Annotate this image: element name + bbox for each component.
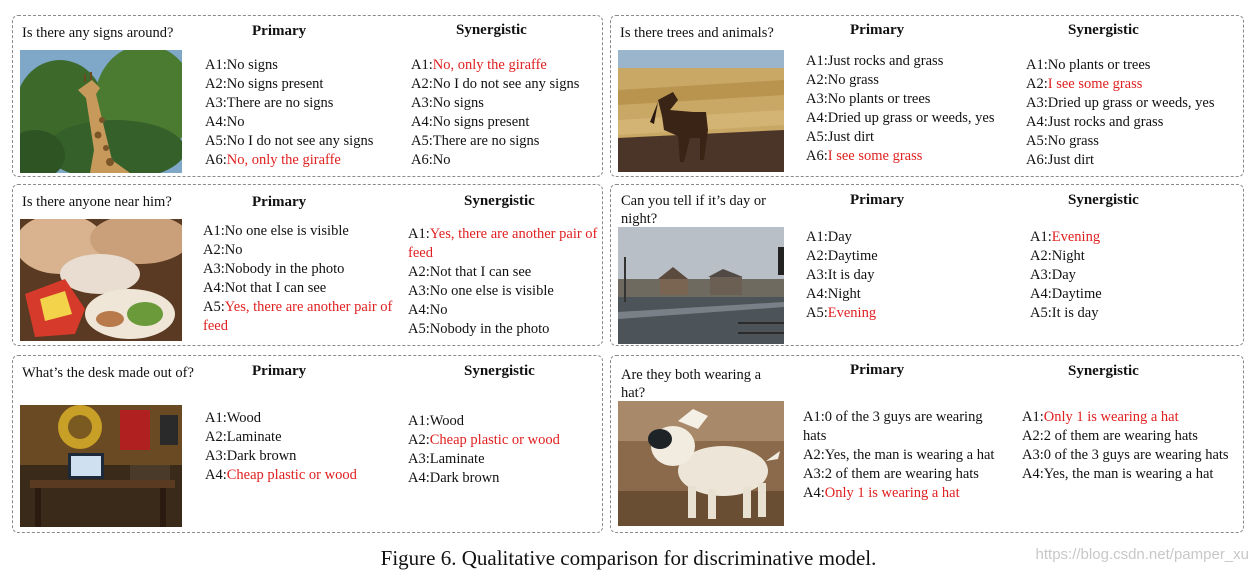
header-synergistic: Synergistic — [456, 22, 527, 38]
synergistic-answers-hat — [1022, 408, 1232, 484]
question-hat: Are they both wearing a hat? — [621, 367, 762, 401]
answer-row: A1:Only 1 is wearing a hat — [1022, 409, 1179, 425]
answer-row: A2:2 of them are wearing hats — [1022, 428, 1198, 444]
header-primary: Primary — [252, 363, 307, 379]
header-primary: Primary — [850, 192, 905, 208]
question-desk: What’s the desk made out of? — [22, 365, 194, 381]
answer-row: A5:Evening — [806, 305, 877, 321]
answer-row: A4:Night — [806, 286, 861, 302]
street-image — [618, 227, 784, 344]
primary-answers-trees — [806, 52, 1021, 166]
answer-row: A3:No signs — [411, 95, 484, 111]
answer-row: A4:No — [205, 114, 245, 130]
desk-image — [20, 405, 182, 527]
answer-row: A3:Laminate — [408, 451, 485, 467]
answer-row: A5:Nobody in the photo — [408, 321, 550, 337]
answer-row: A5:Yes, there are another pair of feed — [203, 299, 393, 334]
answer-row: A1:No, only the giraffe — [411, 57, 547, 73]
answer-row: A5:There are no signs — [411, 133, 540, 149]
watermark: https://blog.csdn.net/pamper_xu — [1035, 546, 1249, 563]
synergistic-answers-anyone — [408, 225, 598, 339]
header-synergistic: Synergistic — [1068, 363, 1139, 379]
header-primary: Primary — [850, 22, 905, 38]
answer-row: A2:Daytime — [806, 248, 878, 264]
answer-row: A2:No grass — [806, 72, 879, 88]
answer-row: A2:I see some grass — [1026, 76, 1143, 92]
header-primary: Primary — [252, 23, 307, 39]
answer-row: A5:No I do not see any signs — [205, 133, 374, 149]
synergistic-answers-trees — [1026, 56, 1241, 170]
answer-row: A2:Not that I can see — [408, 264, 532, 280]
header-synergistic: Synergistic — [464, 363, 535, 379]
answer-row: A6:Just dirt — [1026, 152, 1095, 168]
answer-row: A2:Laminate — [205, 429, 282, 445]
answer-row: A2:Night — [1030, 248, 1085, 264]
primary-answers-desk — [205, 409, 400, 485]
answer-row: A4:Only 1 is wearing a hat — [803, 485, 960, 501]
answer-row: A4:Not that I can see — [203, 280, 327, 296]
food-image — [20, 219, 182, 341]
answer-row: A1:No one else is visible — [203, 223, 349, 239]
giraffe-image — [20, 50, 182, 173]
answer-row: A1:No signs — [205, 57, 278, 73]
answer-row: A3:2 of them are wearing hats — [803, 466, 979, 482]
question-day-night: Can you tell if it’s day or night? — [621, 193, 766, 227]
primary-answers-day-night — [806, 228, 1006, 323]
answer-row: A2:Cheap plastic or wood — [408, 432, 560, 448]
answer-row: A6:No — [411, 152, 451, 168]
answer-row: A3:No one else is visible — [408, 283, 554, 299]
answer-row: A4:Dark brown — [408, 470, 500, 486]
answer-row: A3:It is day — [806, 267, 875, 283]
synergistic-answers-signs — [411, 56, 601, 170]
answer-row: A1:Evening — [1030, 229, 1101, 245]
header-synergistic: Synergistic — [1068, 192, 1139, 208]
answer-row: A2:No — [203, 242, 243, 258]
synergistic-answers-desk — [408, 412, 598, 488]
answer-row: A3:Dried up grass or weeds, yes — [1026, 95, 1215, 111]
primary-answers-signs — [205, 56, 405, 170]
answer-row: A6:No, only the giraffe — [205, 152, 341, 168]
answer-row: A6:I see some grass — [806, 148, 923, 164]
answer-row: A1:Day — [806, 229, 852, 245]
answer-row: A3:There are no signs — [205, 95, 334, 111]
answer-row: A3:No plants or trees — [806, 91, 931, 107]
dog-image — [618, 401, 784, 526]
answer-row: A1:Yes, there are another pair of feed — [408, 226, 598, 261]
answer-row: A3:Nobody in the photo — [203, 261, 345, 277]
answer-row: A4:Just rocks and grass — [1026, 114, 1164, 130]
answer-row: A2:No signs present — [205, 76, 324, 92]
answer-row: A2:No I do not see any signs — [411, 76, 580, 92]
header-primary: Primary — [252, 194, 307, 210]
answer-row: A2:Yes, the man is wearing a hat — [803, 447, 995, 463]
answer-row: A3:Day — [1030, 267, 1076, 283]
header-primary: Primary — [850, 362, 905, 378]
answer-row: A1:Wood — [408, 413, 465, 429]
answer-row: A5:It is day — [1030, 305, 1099, 321]
synergistic-answers-day-night — [1030, 228, 1230, 323]
answer-row: A1:No plants or trees — [1026, 57, 1151, 73]
answer-row: A3:0 of the 3 guys are wearing hats — [1022, 447, 1229, 463]
answer-row: A4:Cheap plastic or wood — [205, 467, 357, 483]
answer-row: A1:Wood — [205, 410, 262, 426]
answer-row: A1:0 of the 3 guys are wearing hats — [803, 409, 983, 444]
answer-row: A4:Daytime — [1030, 286, 1102, 302]
question-signs: Is there any signs around? — [22, 25, 174, 41]
horse-image — [618, 50, 784, 172]
answer-row: A5:No grass — [1026, 133, 1099, 149]
header-synergistic: Synergistic — [464, 193, 535, 209]
answer-row: A5:Just dirt — [806, 129, 875, 145]
answer-row: A4:No signs present — [411, 114, 530, 130]
answer-row: A4:No — [408, 302, 448, 318]
answer-row: A4:Yes, the man is wearing a hat — [1022, 466, 1214, 482]
question-trees: Is there trees and animals? — [620, 25, 774, 41]
figure-caption: Figure 6. Qualitative comparison for discriminative model. — [380, 546, 877, 570]
question-anyone: Is there anyone near him? — [22, 194, 172, 210]
answer-row: A3:Dark brown — [205, 448, 297, 464]
answer-row: A1:Just rocks and grass — [806, 53, 944, 69]
primary-answers-anyone — [203, 222, 398, 336]
header-synergistic: Synergistic — [1068, 22, 1139, 38]
answer-row: A4:Dried up grass or weeds, yes — [806, 110, 995, 126]
primary-answers-hat — [803, 408, 1005, 503]
